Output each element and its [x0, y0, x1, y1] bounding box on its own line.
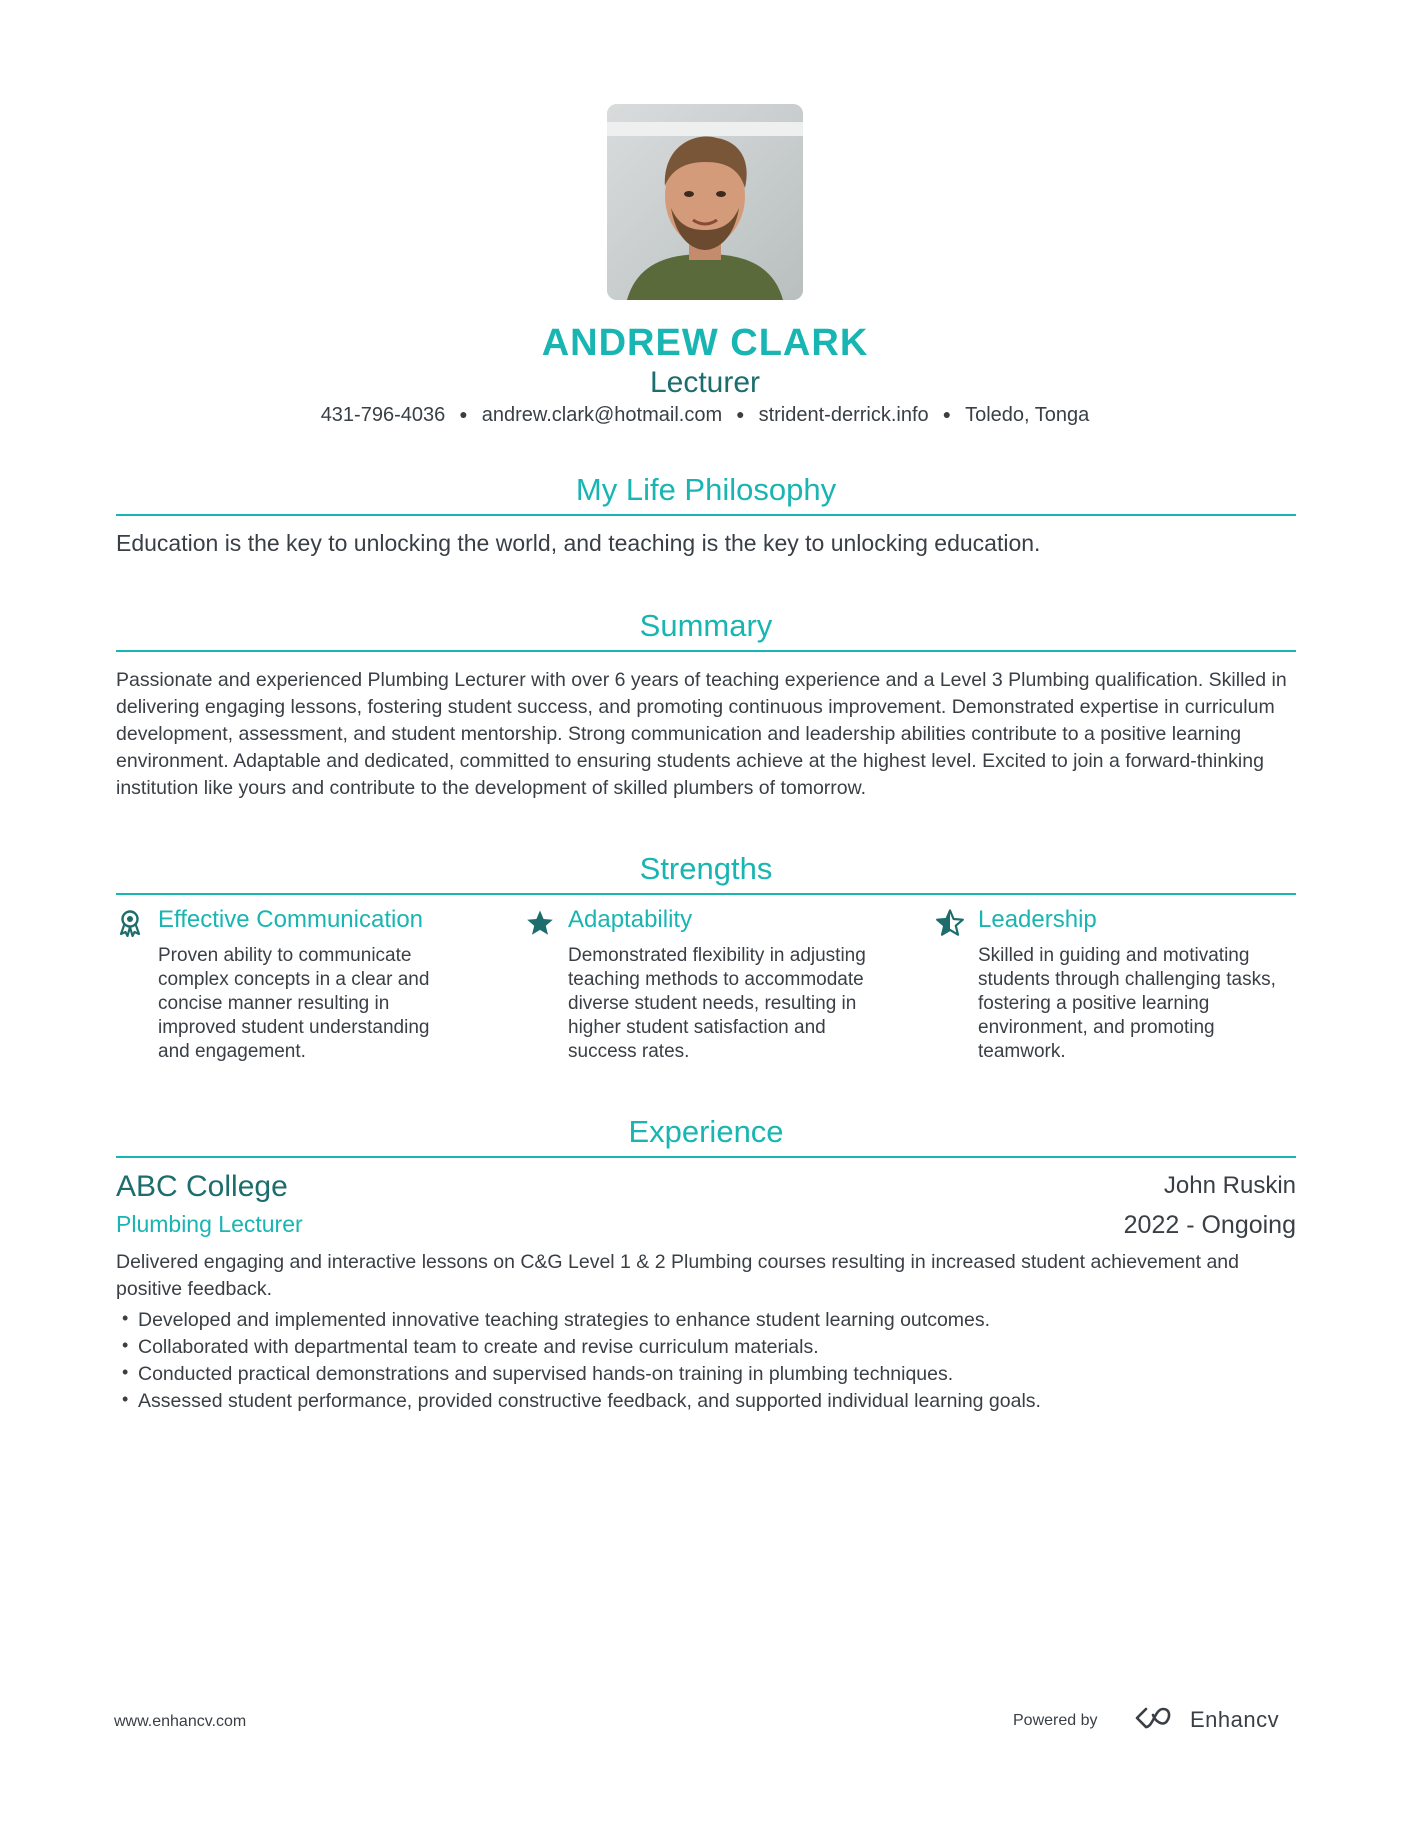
job-bullet: • Conducted practical demonstrations and supervised hands-on training in plumbing techniques. — [116, 1361, 1296, 1388]
job-role: Plumbing Lecturer — [116, 1211, 303, 1237]
strengths-heading: Strengths — [116, 851, 1296, 895]
job-description: Delivered engaging and interactive lessons on C&G Level 1 & 2 Plumbing courses resulting in increased student achievement and positive feedback. — [116, 1251, 1239, 1300]
separator-dot: ● — [942, 406, 952, 422]
job-bullet: • Assessed student performance, provided constructive feedback, and supported individual learning goals. — [116, 1388, 1296, 1415]
email-address[interactable]: andrew.clark@hotmail.com — [481, 404, 723, 426]
strength-description: Demonstrated flexibility in adjusting teaching methods to accommodate diverse student needs, resulting in higher student satisfaction and success rates. — [568, 945, 866, 1062]
company-name: ABC College — [116, 1170, 288, 1203]
star-icon — [526, 909, 554, 937]
enhancv-logo-icon — [1133, 1703, 1173, 1733]
job-bullet: • Developed and implemented innovative teaching strategies to enhance student learning outcomes. — [116, 1307, 1296, 1334]
job-location: John Ruskin — [1163, 1172, 1296, 1199]
candidate-title: Lecturer — [649, 366, 761, 399]
portrait-illustration — [607, 104, 803, 300]
phone-number: 431-796-4036 — [320, 404, 446, 426]
philosophy-text: Education is the key to unlocking the world, and teaching is the key to unlocking education. — [116, 530, 1041, 556]
strength-description: Skilled in guiding and motivating students through challenging tasks, fostering a positive learning environment, and promoting teamwork. — [978, 945, 1276, 1062]
half-star-icon — [936, 909, 964, 937]
experience-heading: Experience — [116, 1114, 1296, 1158]
contact-line — [0, 404, 1410, 427]
philosophy-heading: My Life Philosophy — [116, 472, 1296, 516]
profile-photo — [607, 104, 803, 300]
enhancv-brand[interactable]: Enhancv — [1190, 1707, 1280, 1732]
strength-title: Leadership — [978, 906, 1097, 933]
separator-dot: ● — [736, 406, 745, 422]
strength-description: Proven ability to communicate complex concepts in a clear and concise manner resulting in improved student understanding and engagement. — [158, 945, 430, 1062]
award-ribbon-icon — [116, 909, 144, 937]
summary-heading: Summary — [116, 608, 1296, 652]
candidate-name: ANDREW CLARK — [541, 322, 869, 364]
location: Toledo, Tonga — [965, 404, 1090, 426]
job-dates: 2022 - Ongoing — [1123, 1211, 1296, 1239]
summary-text: Passionate and experienced Plumbing Lecturer with over 6 years of teaching experience and a Level 3 Plumbing qualification. Skilled in delivering engaging lessons, fostering student success, and promoting continuous improvement. Demonstrated expertise in curriculum development, assessment, and student mentorship. Strong communication and leadership abilities contribute to a positive learning environment. Adaptable and dedicated, committed to ensuring students achieve at the highest level. Excited to join a forward-thinking institution like yours and contribute to the development of skilled plumbers of tomorrow. — [116, 669, 1287, 799]
strength-title: Adaptability — [568, 906, 693, 933]
job-bullets — [116, 1307, 1296, 1415]
separator-dot: ● — [459, 406, 468, 422]
strength-title: Effective Communication — [158, 906, 424, 933]
website-link[interactable]: strident-derrick.info — [758, 404, 929, 426]
job-bullet: • Collaborated with departmental team to create and revise curriculum materials. — [116, 1334, 1296, 1361]
footer-url[interactable]: www.enhancv.com — [114, 1713, 247, 1730]
powered-by-label: Powered by — [1013, 1712, 1098, 1729]
